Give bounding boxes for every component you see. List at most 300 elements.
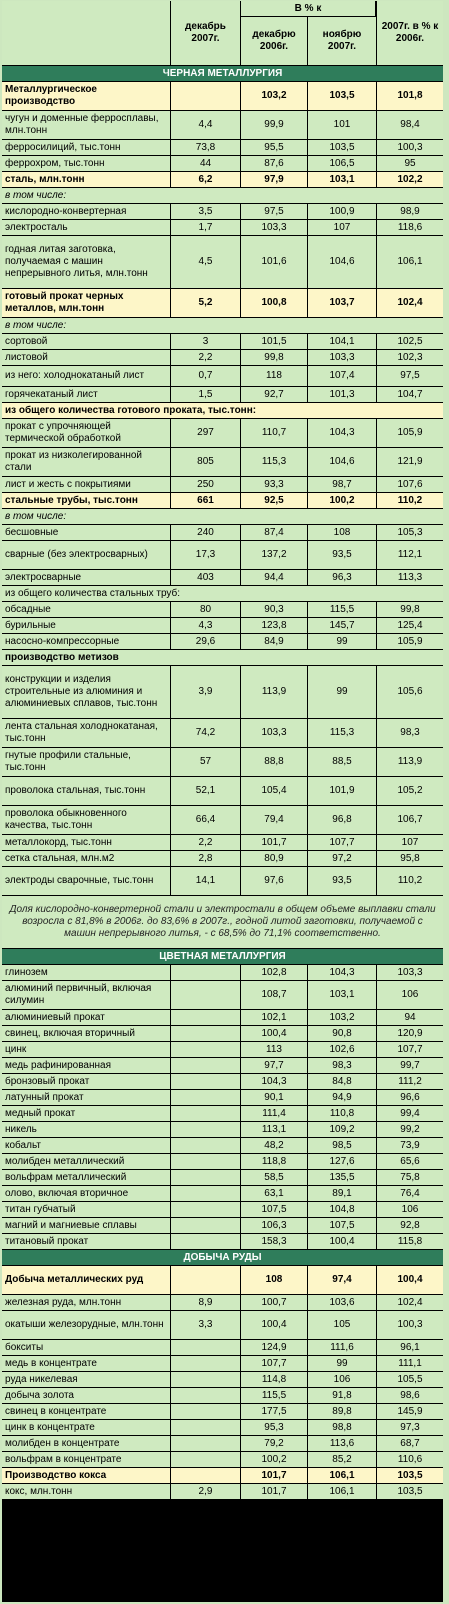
value-pct-2006: 110,2 bbox=[377, 493, 443, 508]
value-dec2007 bbox=[171, 1026, 240, 1041]
value-pct-dec2006: 105,4 bbox=[241, 777, 307, 805]
value-pct-dec2006: 87,6 bbox=[241, 156, 307, 171]
row-label: железная руда, млн.тонн bbox=[2, 1295, 170, 1310]
value-pct-nov2007: 100,4 bbox=[308, 1234, 376, 1249]
value-pct-2006: 65,6 bbox=[377, 1154, 443, 1169]
value-pct-dec2006: 102,1 bbox=[241, 1010, 307, 1025]
value-dec2007: 17,3 bbox=[171, 541, 240, 569]
value-pct-nov2007: 145,7 bbox=[308, 618, 376, 633]
table-row bbox=[2, 1138, 443, 1153]
table-row bbox=[2, 777, 443, 805]
table-row bbox=[2, 1372, 443, 1387]
value-pct-2006: 98,3 bbox=[377, 719, 443, 747]
value-dec2007: 2,2 bbox=[171, 835, 240, 850]
table-row bbox=[2, 1058, 443, 1073]
row-label: молибден металлический bbox=[2, 1154, 170, 1169]
row-label: из общего количества готового проката, тыс.тонн: bbox=[2, 403, 443, 418]
table-row bbox=[2, 570, 443, 585]
value-pct-nov2007: 100,9 bbox=[308, 204, 376, 219]
value-dec2007 bbox=[171, 1218, 240, 1233]
value-dec2007: 52,1 bbox=[171, 777, 240, 805]
value-dec2007: 3 bbox=[171, 334, 240, 349]
value-pct-2006: 73,9 bbox=[377, 1138, 443, 1153]
table-row bbox=[2, 387, 443, 402]
value-pct-nov2007: 103,6 bbox=[308, 1295, 376, 1310]
value-pct-dec2006: 110,7 bbox=[241, 419, 307, 447]
table-row bbox=[2, 448, 443, 476]
row-label: титан губчатый bbox=[2, 1202, 170, 1217]
value-dec2007: 29,6 bbox=[171, 634, 240, 649]
value-dec2007 bbox=[171, 1468, 240, 1483]
row-label: окатыши железорудные, млн.тонн bbox=[2, 1311, 170, 1339]
value-pct-2006: 96,6 bbox=[377, 1090, 443, 1105]
row-label: в том числе: bbox=[2, 188, 443, 203]
value-dec2007: 73,8 bbox=[171, 140, 240, 155]
row-label: электросталь bbox=[2, 220, 170, 235]
value-pct-nov2007: 110,8 bbox=[308, 1106, 376, 1121]
header-blank-cell bbox=[2, 1, 170, 65]
value-dec2007: 5,2 bbox=[171, 289, 240, 317]
row-label: из него: холоднокатаный лист bbox=[2, 366, 170, 386]
table-row bbox=[2, 82, 443, 110]
value-pct-2006: 100,4 bbox=[377, 1266, 443, 1294]
row-label: в том числе: bbox=[2, 509, 443, 524]
row-label: годная литая заготовка, получаемая с машин непрерывного литья, млн.тонн bbox=[2, 236, 170, 288]
value-pct-2006: 106,7 bbox=[377, 806, 443, 834]
value-pct-dec2006: 107,5 bbox=[241, 1202, 307, 1217]
value-pct-dec2006: 108,7 bbox=[241, 981, 307, 1009]
value-pct-2006: 145,9 bbox=[377, 1404, 443, 1419]
value-pct-2006: 105,6 bbox=[377, 666, 443, 718]
value-pct-dec2006: 114,8 bbox=[241, 1372, 307, 1387]
table-row bbox=[2, 806, 443, 834]
value-pct-dec2006: 100,4 bbox=[241, 1311, 307, 1339]
table-row bbox=[2, 1090, 443, 1105]
value-pct-nov2007: 89,8 bbox=[308, 1404, 376, 1419]
value-pct-nov2007: 101,9 bbox=[308, 777, 376, 805]
value-pct-nov2007: 97,4 bbox=[308, 1266, 376, 1294]
value-pct-2006: 95 bbox=[377, 156, 443, 171]
table-row bbox=[2, 1010, 443, 1025]
value-pct-2006: 103,5 bbox=[377, 1484, 443, 1499]
table-row bbox=[2, 1234, 443, 1249]
value-dec2007: 403 bbox=[171, 570, 240, 585]
footnote-row bbox=[2, 896, 443, 948]
value-pct-2006: 102,4 bbox=[377, 289, 443, 317]
value-pct-dec2006: 97,9 bbox=[241, 172, 307, 187]
value-pct-dec2006: 92,7 bbox=[241, 387, 307, 402]
value-dec2007: 250 bbox=[171, 477, 240, 492]
value-dec2007: 240 bbox=[171, 525, 240, 540]
row-label: Производство кокса bbox=[2, 1468, 170, 1483]
table-row bbox=[2, 602, 443, 617]
row-label: в том числе: bbox=[2, 318, 443, 333]
row-label: сталь, млн.тонн bbox=[2, 172, 170, 187]
value-pct-dec2006: 101,5 bbox=[241, 334, 307, 349]
value-pct-dec2006: 108 bbox=[241, 1266, 307, 1294]
value-pct-2006: 115,8 bbox=[377, 1234, 443, 1249]
value-pct-2006: 121,9 bbox=[377, 448, 443, 476]
table-row bbox=[2, 236, 443, 288]
value-pct-dec2006: 113,1 bbox=[241, 1122, 307, 1137]
value-dec2007 bbox=[171, 1058, 240, 1073]
value-pct-2006: 76,4 bbox=[377, 1186, 443, 1201]
value-pct-dec2006: 103,3 bbox=[241, 220, 307, 235]
row-label: гнутые профили стальные, тыс.тонн bbox=[2, 748, 170, 776]
value-pct-nov2007: 104,3 bbox=[308, 965, 376, 980]
value-pct-nov2007: 103,2 bbox=[308, 1010, 376, 1025]
value-pct-dec2006: 84,9 bbox=[241, 634, 307, 649]
value-pct-dec2006: 101,7 bbox=[241, 1484, 307, 1499]
value-pct-nov2007: 91,8 bbox=[308, 1388, 376, 1403]
table-row bbox=[2, 634, 443, 649]
value-pct-nov2007: 103,5 bbox=[308, 82, 376, 110]
row-label: листовой bbox=[2, 350, 170, 365]
value-pct-dec2006: 137,2 bbox=[241, 541, 307, 569]
row-label: бронзовый прокат bbox=[2, 1074, 170, 1089]
row-label: Добыча металлических руд bbox=[2, 1266, 170, 1294]
table-row bbox=[2, 1388, 443, 1403]
value-pct-dec2006: 95,5 bbox=[241, 140, 307, 155]
row-label: проволока обыкновенного качества, тыс.тонн bbox=[2, 806, 170, 834]
value-pct-nov2007: 104,6 bbox=[308, 448, 376, 476]
value-pct-nov2007: 99 bbox=[308, 634, 376, 649]
row-label: сварные (без электросварных) bbox=[2, 541, 170, 569]
value-dec2007 bbox=[171, 1234, 240, 1249]
table-row bbox=[2, 318, 443, 333]
table-row bbox=[2, 1420, 443, 1435]
value-pct-dec2006: 63,1 bbox=[241, 1186, 307, 1201]
row-label: металлокорд, тыс.тонн bbox=[2, 835, 170, 850]
value-dec2007: 74,2 bbox=[171, 719, 240, 747]
table-row bbox=[2, 172, 443, 187]
table-row bbox=[2, 1122, 443, 1137]
row-label: бесшовные bbox=[2, 525, 170, 540]
value-dec2007: 4,4 bbox=[171, 111, 240, 139]
value-pct-2006: 99,8 bbox=[377, 602, 443, 617]
value-pct-2006: 104,7 bbox=[377, 387, 443, 402]
table-row bbox=[2, 140, 443, 155]
value-pct-2006: 102,3 bbox=[377, 350, 443, 365]
row-label: феррохром, тыс.тонн bbox=[2, 156, 170, 171]
table-row bbox=[2, 541, 443, 569]
table-row bbox=[2, 851, 443, 866]
value-pct-dec2006: 100,8 bbox=[241, 289, 307, 317]
value-pct-dec2006: 90,1 bbox=[241, 1090, 307, 1105]
value-pct-2006: 94 bbox=[377, 1010, 443, 1025]
value-pct-nov2007: 103,5 bbox=[308, 140, 376, 155]
section-title: ЦВЕТНАЯ МЕТАЛЛУРГИЯ bbox=[2, 949, 443, 964]
value-pct-nov2007: 98,3 bbox=[308, 1058, 376, 1073]
value-pct-nov2007: 104,6 bbox=[308, 236, 376, 288]
table-row bbox=[2, 509, 443, 524]
value-pct-2006: 120,9 bbox=[377, 1026, 443, 1041]
value-pct-dec2006: 100,2 bbox=[241, 1452, 307, 1467]
value-pct-dec2006: 99,9 bbox=[241, 111, 307, 139]
table-row bbox=[2, 586, 443, 601]
value-dec2007 bbox=[171, 1266, 240, 1294]
value-pct-2006: 98,4 bbox=[377, 111, 443, 139]
table-row bbox=[2, 493, 443, 508]
value-pct-2006: 118,6 bbox=[377, 220, 443, 235]
value-dec2007: 2,9 bbox=[171, 1484, 240, 1499]
table-header bbox=[2, 1, 443, 65]
value-dec2007: 3,9 bbox=[171, 666, 240, 718]
value-pct-2006: 113,9 bbox=[377, 748, 443, 776]
table-row bbox=[2, 111, 443, 139]
table-row bbox=[2, 525, 443, 540]
value-pct-nov2007: 115,5 bbox=[308, 602, 376, 617]
value-pct-2006: 110,6 bbox=[377, 1452, 443, 1467]
value-pct-dec2006: 93,3 bbox=[241, 477, 307, 492]
value-pct-nov2007: 106,1 bbox=[308, 1468, 376, 1483]
value-pct-2006: 101,8 bbox=[377, 82, 443, 110]
row-label: вольфрам в концентрате bbox=[2, 1452, 170, 1467]
table-row bbox=[2, 719, 443, 747]
value-dec2007 bbox=[171, 1356, 240, 1371]
row-label: кислородно-конвертерная bbox=[2, 204, 170, 219]
table-row bbox=[2, 1436, 443, 1451]
row-label: обсадные bbox=[2, 602, 170, 617]
value-pct-nov2007: 97,2 bbox=[308, 851, 376, 866]
value-pct-dec2006: 104,3 bbox=[241, 1074, 307, 1089]
value-pct-2006: 112,1 bbox=[377, 541, 443, 569]
value-pct-dec2006: 118,8 bbox=[241, 1154, 307, 1169]
value-pct-nov2007: 103,7 bbox=[308, 289, 376, 317]
table-row bbox=[2, 1154, 443, 1169]
value-pct-nov2007: 93,5 bbox=[308, 541, 376, 569]
value-pct-nov2007: 104,3 bbox=[308, 419, 376, 447]
value-pct-nov2007: 103,1 bbox=[308, 172, 376, 187]
value-pct-2006: 97,5 bbox=[377, 366, 443, 386]
table-row bbox=[2, 366, 443, 386]
row-label: медь рафинированная bbox=[2, 1058, 170, 1073]
value-dec2007 bbox=[171, 1042, 240, 1057]
value-dec2007 bbox=[171, 1420, 240, 1435]
value-pct-nov2007: 107,4 bbox=[308, 366, 376, 386]
value-pct-nov2007: 104,8 bbox=[308, 1202, 376, 1217]
value-dec2007: 297 bbox=[171, 419, 240, 447]
row-label: свинец, включая вторичный bbox=[2, 1026, 170, 1041]
value-pct-dec2006: 100,7 bbox=[241, 1295, 307, 1310]
value-pct-2006: 106 bbox=[377, 981, 443, 1009]
value-pct-nov2007: 85,2 bbox=[308, 1452, 376, 1467]
value-pct-dec2006: 94,4 bbox=[241, 570, 307, 585]
row-label: бурильные bbox=[2, 618, 170, 633]
table-row bbox=[2, 1295, 443, 1310]
row-label: латунный прокат bbox=[2, 1090, 170, 1105]
value-pct-2006: 125,4 bbox=[377, 618, 443, 633]
table-row bbox=[2, 650, 443, 665]
value-pct-2006: 103,5 bbox=[377, 1468, 443, 1483]
value-pct-dec2006: 107,7 bbox=[241, 1356, 307, 1371]
value-dec2007: 2,8 bbox=[171, 851, 240, 866]
value-pct-nov2007: 127,6 bbox=[308, 1154, 376, 1169]
value-pct-dec2006: 48,2 bbox=[241, 1138, 307, 1153]
value-pct-2006: 113,3 bbox=[377, 570, 443, 585]
value-pct-nov2007: 135,5 bbox=[308, 1170, 376, 1185]
value-dec2007: 80 bbox=[171, 602, 240, 617]
value-pct-2006: 106 bbox=[377, 1202, 443, 1217]
value-dec2007 bbox=[171, 981, 240, 1009]
table-row bbox=[2, 1340, 443, 1355]
table-row bbox=[2, 1106, 443, 1121]
value-pct-nov2007: 115,3 bbox=[308, 719, 376, 747]
value-pct-dec2006: 97,7 bbox=[241, 1058, 307, 1073]
value-dec2007: 66,4 bbox=[171, 806, 240, 834]
value-pct-dec2006: 118 bbox=[241, 366, 307, 386]
table-row bbox=[2, 1218, 443, 1233]
value-pct-2006: 100,3 bbox=[377, 140, 443, 155]
value-pct-nov2007: 99 bbox=[308, 666, 376, 718]
table-row bbox=[2, 1404, 443, 1419]
row-label: стальные трубы, тыс.тонн bbox=[2, 493, 170, 508]
header-2007-vs-2006: 2007г. в % к 2006г. bbox=[377, 1, 443, 65]
value-pct-dec2006: 58,5 bbox=[241, 1170, 307, 1185]
value-dec2007 bbox=[171, 1436, 240, 1451]
value-dec2007 bbox=[171, 1010, 240, 1025]
row-label: чугун и доменные ферросплавы, млн.тонн bbox=[2, 111, 170, 139]
value-pct-dec2006: 106,3 bbox=[241, 1218, 307, 1233]
value-pct-nov2007: 99 bbox=[308, 1356, 376, 1371]
value-dec2007 bbox=[171, 1186, 240, 1201]
value-pct-dec2006: 103,2 bbox=[241, 82, 307, 110]
row-label: кобальт bbox=[2, 1138, 170, 1153]
value-pct-2006: 102,4 bbox=[377, 1295, 443, 1310]
value-pct-dec2006: 113,9 bbox=[241, 666, 307, 718]
table-row bbox=[2, 965, 443, 980]
row-label: алюминиевый прокат bbox=[2, 1010, 170, 1025]
value-pct-2006: 96,1 bbox=[377, 1340, 443, 1355]
value-pct-2006: 105,2 bbox=[377, 777, 443, 805]
value-pct-nov2007: 96,3 bbox=[308, 570, 376, 585]
value-pct-nov2007: 98,8 bbox=[308, 1420, 376, 1435]
value-dec2007 bbox=[171, 1340, 240, 1355]
value-pct-2006: 68,7 bbox=[377, 1436, 443, 1451]
value-pct-nov2007: 98,5 bbox=[308, 1138, 376, 1153]
value-pct-2006: 105,9 bbox=[377, 419, 443, 447]
value-dec2007 bbox=[171, 1452, 240, 1467]
table-row bbox=[2, 1468, 443, 1483]
row-label: электросварные bbox=[2, 570, 170, 585]
row-label: сетка стальная, млн.м2 bbox=[2, 851, 170, 866]
value-pct-nov2007: 107,7 bbox=[308, 835, 376, 850]
section-title: ДОБЫЧА РУДЫ bbox=[2, 1250, 443, 1265]
value-pct-2006: 100,3 bbox=[377, 1311, 443, 1339]
table-row bbox=[2, 835, 443, 850]
row-label: производство метизов bbox=[2, 650, 443, 665]
value-pct-nov2007: 89,1 bbox=[308, 1186, 376, 1201]
value-pct-2006: 102,5 bbox=[377, 334, 443, 349]
table-row bbox=[2, 1356, 443, 1371]
table-row bbox=[2, 419, 443, 447]
value-dec2007 bbox=[171, 1090, 240, 1105]
row-label: медный прокат bbox=[2, 1106, 170, 1121]
section-header bbox=[2, 949, 443, 964]
value-pct-2006: 107 bbox=[377, 835, 443, 850]
value-pct-2006: 98,6 bbox=[377, 1388, 443, 1403]
value-dec2007: 661 bbox=[171, 493, 240, 508]
table-row bbox=[2, 1026, 443, 1041]
row-label: конструкции и изделия строительные из алюминия и алюминиевых сплавов, тыс.тонн bbox=[2, 666, 170, 718]
table-row bbox=[2, 1170, 443, 1185]
value-dec2007 bbox=[171, 1170, 240, 1185]
value-pct-2006: 99,2 bbox=[377, 1122, 443, 1137]
table-row bbox=[2, 289, 443, 317]
row-label: кокс, млн.тонн bbox=[2, 1484, 170, 1499]
row-label: из общего количества стальных труб: bbox=[2, 586, 443, 601]
row-label: прокат из низколегированной стали bbox=[2, 448, 170, 476]
statistics-table bbox=[2, 1, 443, 1602]
row-label: вольфрам металлический bbox=[2, 1170, 170, 1185]
value-pct-nov2007: 93,5 bbox=[308, 867, 376, 895]
value-dec2007: 3,5 bbox=[171, 204, 240, 219]
row-label: Металлургическое производство bbox=[2, 82, 170, 110]
table-row bbox=[2, 403, 443, 418]
value-pct-dec2006: 123,8 bbox=[241, 618, 307, 633]
value-dec2007 bbox=[171, 1154, 240, 1169]
value-pct-nov2007: 103,3 bbox=[308, 350, 376, 365]
value-pct-nov2007: 98,7 bbox=[308, 477, 376, 492]
row-label: готовый прокат черных металлов, млн.тонн bbox=[2, 289, 170, 317]
value-pct-2006: 102,2 bbox=[377, 172, 443, 187]
table-row bbox=[2, 1074, 443, 1089]
value-pct-dec2006: 87,4 bbox=[241, 525, 307, 540]
value-pct-nov2007: 84,8 bbox=[308, 1074, 376, 1089]
section-header bbox=[2, 1250, 443, 1265]
value-dec2007 bbox=[171, 1106, 240, 1121]
value-pct-nov2007: 113,6 bbox=[308, 1436, 376, 1451]
value-pct-dec2006: 101,7 bbox=[241, 1468, 307, 1483]
value-pct-2006: 107,6 bbox=[377, 477, 443, 492]
row-label: никель bbox=[2, 1122, 170, 1137]
value-pct-nov2007: 106,5 bbox=[308, 156, 376, 171]
value-pct-2006: 97,3 bbox=[377, 1420, 443, 1435]
row-label: медь в концентрате bbox=[2, 1356, 170, 1371]
value-pct-2006: 107,7 bbox=[377, 1042, 443, 1057]
value-pct-dec2006: 101,6 bbox=[241, 236, 307, 288]
value-pct-dec2006: 100,4 bbox=[241, 1026, 307, 1041]
row-label: цинк bbox=[2, 1042, 170, 1057]
header-nov2007: ноябрю 2007г. bbox=[308, 17, 376, 65]
value-pct-dec2006: 158,3 bbox=[241, 1234, 307, 1249]
value-pct-dec2006: 99,8 bbox=[241, 350, 307, 365]
value-pct-dec2006: 88,8 bbox=[241, 748, 307, 776]
value-pct-dec2006: 115,5 bbox=[241, 1388, 307, 1403]
value-pct-nov2007: 105 bbox=[308, 1311, 376, 1339]
section-header bbox=[2, 66, 443, 81]
table-row bbox=[2, 220, 443, 235]
table-row bbox=[2, 156, 443, 171]
value-dec2007: 4,5 bbox=[171, 236, 240, 288]
value-dec2007: 8,9 bbox=[171, 1295, 240, 1310]
row-label: олово, включая вторичное bbox=[2, 1186, 170, 1201]
value-dec2007: 1,7 bbox=[171, 220, 240, 235]
section-title: ЧЕРНАЯ МЕТАЛЛУРГИЯ bbox=[2, 66, 443, 81]
value-pct-nov2007: 100,2 bbox=[308, 493, 376, 508]
value-pct-dec2006: 97,6 bbox=[241, 867, 307, 895]
row-label: насосно-компрессорные bbox=[2, 634, 170, 649]
table-body bbox=[2, 66, 443, 1602]
value-dec2007 bbox=[171, 1202, 240, 1217]
table-row bbox=[2, 981, 443, 1009]
value-pct-2006: 99,7 bbox=[377, 1058, 443, 1073]
row-label: ферросилиций, тыс.тонн bbox=[2, 140, 170, 155]
header-pct-group bbox=[241, 1, 376, 65]
value-pct-dec2006: 97,5 bbox=[241, 204, 307, 219]
row-label: титановый прокат bbox=[2, 1234, 170, 1249]
table-row bbox=[2, 618, 443, 633]
